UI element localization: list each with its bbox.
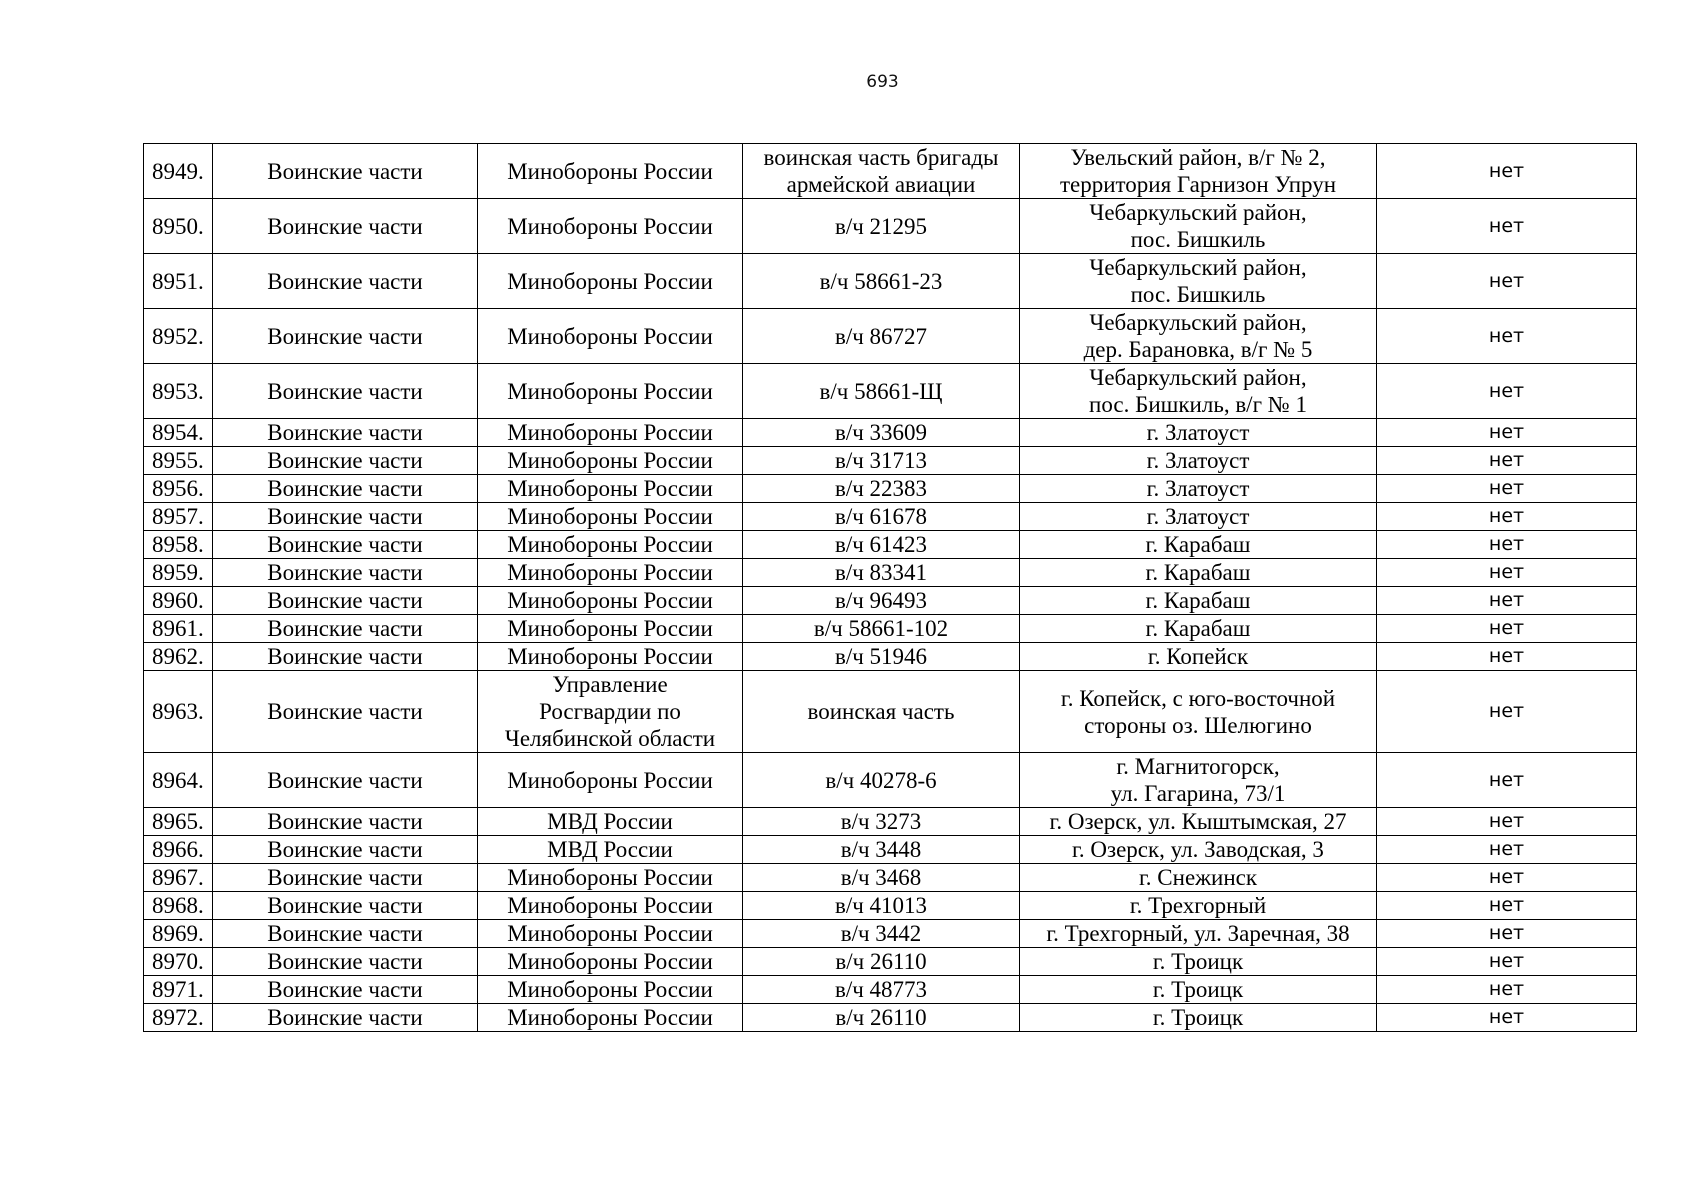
address-cell	[1020, 948, 1377, 976]
object-type-cell: Воинские части	[213, 892, 478, 920]
owner-cell	[478, 309, 743, 364]
row-number-cell: 8957.	[144, 503, 213, 531]
address-cell-line: г. Златоуст	[1146, 476, 1250, 501]
flag-cell: нет	[1377, 948, 1637, 976]
table-row	[144, 976, 1637, 1004]
address-cell	[1020, 920, 1377, 948]
owner-cell-line: Минобороны России	[507, 504, 713, 529]
owner-cell-line: Минобороны России	[507, 378, 713, 404]
unit-cell	[743, 671, 1020, 753]
address-cell	[1020, 864, 1377, 892]
flag-cell: нет	[1377, 864, 1637, 892]
table-row	[144, 643, 1637, 671]
unit-cell-line: в/ч 3448	[840, 837, 922, 862]
address-cell-line: г. Трехгорный, ул. Заречная, 38	[1046, 921, 1350, 946]
row-number-cell: 8970.	[144, 948, 213, 976]
address-cell	[1020, 199, 1377, 254]
flag-cell: нет	[1377, 309, 1637, 364]
object-type-cell: Воинские части	[213, 419, 478, 447]
owner-cell-line: Минобороны России	[507, 448, 713, 473]
object-type-cell: Воинские части	[213, 364, 478, 419]
flag-cell: нет	[1377, 836, 1637, 864]
address-cell	[1020, 503, 1377, 531]
row-number-cell: 8965.	[144, 808, 213, 836]
unit-cell	[743, 892, 1020, 920]
table-row	[144, 808, 1637, 836]
table-row	[144, 364, 1637, 419]
object-type-cell: Воинские части	[213, 615, 478, 643]
owner-cell	[478, 920, 743, 948]
object-type-cell: Воинские части	[213, 836, 478, 864]
table-row	[144, 503, 1637, 531]
address-cell	[1020, 419, 1377, 447]
object-type-cell: Воинские части	[213, 503, 478, 531]
table-row	[144, 587, 1637, 615]
table-row	[144, 419, 1637, 447]
unit-cell	[743, 587, 1020, 615]
unit-cell	[743, 144, 1020, 199]
address-cell-line: г. Карабаш	[1145, 560, 1251, 585]
unit-cell-line: в/ч 86727	[834, 323, 928, 349]
unit-cell	[743, 643, 1020, 671]
unit-cell	[743, 199, 1020, 254]
flag-cell: нет	[1377, 503, 1637, 531]
address-cell-line: г. Троицк	[1152, 1005, 1244, 1030]
address-cell	[1020, 254, 1377, 309]
owner-cell	[478, 615, 743, 643]
address-cell-line: пос. Бишкиль, в/г № 1	[1089, 392, 1307, 417]
unit-cell	[743, 364, 1020, 419]
unit-cell	[743, 447, 1020, 475]
owner-cell-line: МВД России	[547, 809, 673, 834]
row-number-cell: 8971.	[144, 976, 213, 1004]
object-type-cell: Воинские части	[213, 309, 478, 364]
object-type-cell: Воинские части	[213, 1004, 478, 1032]
unit-cell-line: в/ч 3468	[840, 865, 922, 890]
address-cell-line: г. Карабаш	[1145, 588, 1251, 613]
unit-cell-line: в/ч 33609	[834, 420, 928, 445]
flag-cell: нет	[1377, 920, 1637, 948]
address-cell	[1020, 892, 1377, 920]
row-number-cell: 8954.	[144, 419, 213, 447]
table-row	[144, 920, 1637, 948]
unit-cell	[743, 615, 1020, 643]
owner-cell	[478, 643, 743, 671]
owner-cell-line: Минобороны России	[507, 532, 713, 557]
unit-cell-line: в/ч 3273	[840, 809, 922, 834]
flag-cell: нет	[1377, 364, 1637, 419]
address-cell-line: пос. Бишкиль	[1130, 282, 1266, 307]
table-row	[144, 144, 1637, 199]
table-row	[144, 671, 1637, 753]
owner-cell-line: Минобороны России	[507, 921, 713, 946]
address-cell-line: г. Троицк	[1152, 977, 1244, 1002]
owner-cell	[478, 364, 743, 419]
owner-cell	[478, 587, 743, 615]
address-cell	[1020, 643, 1377, 671]
owner-cell-line: МВД России	[547, 837, 673, 862]
row-number-cell: 8950.	[144, 199, 213, 254]
table-row	[144, 753, 1637, 808]
address-cell-line: г. Карабаш	[1145, 532, 1251, 557]
object-type-cell: Воинские части	[213, 475, 478, 503]
flag-cell: нет	[1377, 531, 1637, 559]
table-row	[144, 447, 1637, 475]
address-cell	[1020, 309, 1377, 364]
unit-cell	[743, 948, 1020, 976]
address-cell	[1020, 475, 1377, 503]
owner-cell-line: Минобороны России	[507, 949, 713, 974]
object-type-cell: Воинские части	[213, 643, 478, 671]
owner-cell	[478, 864, 743, 892]
address-cell-line: Чебаркульский район,	[1089, 365, 1307, 390]
address-cell	[1020, 753, 1377, 808]
unit-cell-line: в/ч 83341	[834, 560, 928, 585]
object-type-cell: Воинские части	[213, 254, 478, 309]
unit-cell	[743, 475, 1020, 503]
object-type-cell: Воинские части	[213, 531, 478, 559]
object-type-cell: Воинские части	[213, 559, 478, 587]
table-row	[144, 615, 1637, 643]
unit-cell-line: в/ч 21295	[834, 213, 928, 239]
row-number-cell: 8953.	[144, 364, 213, 419]
table-row	[144, 309, 1637, 364]
address-cell-line: ул. Гагарина, 73/1	[1110, 781, 1286, 806]
unit-cell-line: в/ч 31713	[834, 448, 928, 473]
address-cell-line: Чебаркульский район,	[1089, 255, 1307, 280]
unit-cell-line: в/ч 48773	[834, 977, 928, 1002]
row-number-cell: 8969.	[144, 920, 213, 948]
unit-cell-line: в/ч 22383	[834, 476, 928, 501]
table-row	[144, 254, 1637, 309]
flag-cell: нет	[1377, 475, 1637, 503]
address-cell-line: Чебаркульский район,	[1089, 200, 1307, 225]
object-type-cell: Воинские части	[213, 920, 478, 948]
address-cell-line: Чебаркульский район,	[1089, 310, 1307, 335]
flag-cell: нет	[1377, 643, 1637, 671]
address-cell	[1020, 364, 1377, 419]
address-cell-line: г. Озерск, ул. Заводская, 3	[1072, 837, 1324, 862]
object-type-cell: Воинские части	[213, 808, 478, 836]
unit-cell	[743, 419, 1020, 447]
address-cell	[1020, 1004, 1377, 1032]
address-cell-line: г. Троицк	[1152, 949, 1244, 974]
address-cell-line: г. Златоуст	[1146, 504, 1250, 529]
unit-cell	[743, 976, 1020, 1004]
table-body	[144, 144, 1637, 1032]
owner-cell-line: Росгвардии по	[539, 699, 681, 724]
flag-cell: нет	[1377, 144, 1637, 199]
owner-cell	[478, 254, 743, 309]
address-cell-line: г. Озерск, ул. Кыштымская, 27	[1049, 809, 1347, 834]
unit-cell-line: в/ч 58661-102	[813, 616, 949, 641]
unit-cell	[743, 753, 1020, 808]
address-cell-line: Увельский район, в/г № 2,	[1070, 145, 1326, 170]
owner-cell	[478, 948, 743, 976]
flag-cell: нет	[1377, 671, 1637, 753]
unit-cell-line: в/ч 3442	[840, 921, 922, 946]
unit-cell-line: в/ч 40278-6	[825, 767, 937, 793]
address-cell-line: стороны оз. Шелюгино	[1084, 712, 1312, 738]
owner-cell	[478, 199, 743, 254]
address-cell-line: г. Трехгорный	[1129, 893, 1267, 918]
row-number-cell: 8955.	[144, 447, 213, 475]
unit-cell-line: воинская часть бригады	[763, 145, 999, 170]
owner-cell	[478, 144, 743, 199]
object-type-cell: Воинские части	[213, 671, 478, 753]
table-row	[144, 475, 1637, 503]
owner-cell-line: Минобороны России	[507, 476, 713, 501]
owner-cell-line: Челябинской области	[504, 726, 716, 751]
table-row	[144, 864, 1637, 892]
unit-cell-line: в/ч 58661-23	[819, 268, 943, 294]
row-number-cell: 8961.	[144, 615, 213, 643]
unit-cell	[743, 1004, 1020, 1032]
row-number-cell: 8962.	[144, 643, 213, 671]
address-cell-line: территория Гарнизон Упрун	[1059, 172, 1337, 197]
address-cell-line: г. Карабаш	[1145, 616, 1251, 641]
row-number-cell: 8966.	[144, 836, 213, 864]
unit-cell-line: армейской авиации	[786, 172, 976, 197]
address-cell	[1020, 531, 1377, 559]
unit-cell	[743, 309, 1020, 364]
table-row	[144, 559, 1637, 587]
owner-cell-line: Минобороны России	[507, 213, 713, 239]
row-number-cell: 8968.	[144, 892, 213, 920]
unit-cell-line: в/ч 26110	[835, 949, 927, 974]
owner-cell-line: Минобороны России	[507, 1005, 713, 1030]
unit-cell-line: в/ч 58661-Щ	[819, 378, 943, 404]
flag-cell: нет	[1377, 808, 1637, 836]
flag-cell: нет	[1377, 753, 1637, 808]
address-cell	[1020, 615, 1377, 643]
owner-cell-line: Минобороны России	[507, 158, 713, 184]
address-cell	[1020, 836, 1377, 864]
owner-cell-line: Минобороны России	[507, 268, 713, 294]
address-cell-line: дер. Барановка, в/г № 5	[1083, 337, 1313, 362]
owner-cell-line: Минобороны России	[507, 616, 713, 641]
object-type-cell: Воинские части	[213, 144, 478, 199]
row-number-cell: 8972.	[144, 1004, 213, 1032]
object-type-cell: Воинские части	[213, 753, 478, 808]
address-cell-line: г. Златоуст	[1146, 448, 1250, 473]
owner-cell	[478, 559, 743, 587]
owner-cell	[478, 892, 743, 920]
object-type-cell: Воинские части	[213, 864, 478, 892]
object-type-cell: Воинские части	[213, 587, 478, 615]
flag-cell: нет	[1377, 587, 1637, 615]
owner-cell-line: Минобороны России	[507, 420, 713, 445]
row-number-cell: 8960.	[144, 587, 213, 615]
unit-cell-line: в/ч 61678	[834, 504, 928, 529]
row-number-cell: 8967.	[144, 864, 213, 892]
address-cell-line: г. Копейск	[1147, 644, 1249, 669]
owner-cell	[478, 808, 743, 836]
owner-cell	[478, 531, 743, 559]
owner-cell-line: Минобороны России	[507, 767, 713, 793]
address-cell	[1020, 671, 1377, 753]
address-cell	[1020, 976, 1377, 1004]
object-type-cell: Воинские части	[213, 447, 478, 475]
unit-cell	[743, 920, 1020, 948]
owner-cell	[478, 671, 743, 753]
address-cell	[1020, 559, 1377, 587]
owner-cell	[478, 475, 743, 503]
flag-cell: нет	[1377, 1004, 1637, 1032]
owner-cell-line: Минобороны России	[507, 323, 713, 349]
flag-cell: нет	[1377, 447, 1637, 475]
unit-cell	[743, 559, 1020, 587]
table-row	[144, 948, 1637, 976]
owner-cell-line: Управление	[552, 672, 668, 697]
row-number-cell: 8958.	[144, 531, 213, 559]
unit-cell	[743, 503, 1020, 531]
address-cell-line: г. Магнитогорск,	[1116, 754, 1280, 779]
row-number-cell: 8963.	[144, 671, 213, 753]
object-type-cell: Воинские части	[213, 199, 478, 254]
address-cell	[1020, 144, 1377, 199]
unit-cell-line: в/ч 96493	[834, 588, 928, 613]
row-number-cell: 8951.	[144, 254, 213, 309]
table-row	[144, 1004, 1637, 1032]
address-cell-line: г. Златоуст	[1146, 420, 1250, 445]
table-row	[144, 531, 1637, 559]
owner-cell-line: Минобороны России	[507, 977, 713, 1002]
address-cell-line: г. Снежинск	[1138, 865, 1258, 890]
unit-cell-line: воинская часть	[807, 699, 955, 724]
address-cell	[1020, 447, 1377, 475]
owner-cell-line: Минобороны России	[507, 560, 713, 585]
flag-cell: нет	[1377, 199, 1637, 254]
flag-cell: нет	[1377, 419, 1637, 447]
unit-cell	[743, 254, 1020, 309]
unit-cell	[743, 808, 1020, 836]
table-row	[144, 836, 1637, 864]
flag-cell: нет	[1377, 892, 1637, 920]
unit-cell	[743, 836, 1020, 864]
unit-cell-line: в/ч 51946	[834, 644, 928, 669]
row-number-cell: 8956.	[144, 475, 213, 503]
table-row	[144, 199, 1637, 254]
row-number-cell: 8949.	[144, 144, 213, 199]
owner-cell	[478, 976, 743, 1004]
owner-cell-line: Минобороны России	[507, 644, 713, 669]
flag-cell: нет	[1377, 976, 1637, 1004]
address-cell	[1020, 808, 1377, 836]
owner-cell-line: Минобороны России	[507, 893, 713, 918]
flag-cell: нет	[1377, 254, 1637, 309]
row-number-cell: 8964.	[144, 753, 213, 808]
owner-cell	[478, 447, 743, 475]
unit-cell-line: в/ч 61423	[834, 532, 928, 557]
units-table	[143, 143, 1637, 1032]
owner-cell	[478, 503, 743, 531]
unit-cell	[743, 864, 1020, 892]
owner-cell	[478, 753, 743, 808]
page-number: 693	[866, 72, 899, 92]
owner-cell	[478, 1004, 743, 1032]
address-cell	[1020, 587, 1377, 615]
unit-cell	[743, 531, 1020, 559]
owner-cell	[478, 836, 743, 864]
unit-cell-line: в/ч 41013	[834, 893, 928, 918]
flag-cell: нет	[1377, 559, 1637, 587]
row-number-cell: 8959.	[144, 559, 213, 587]
object-type-cell: Воинские части	[213, 948, 478, 976]
object-type-cell: Воинские части	[213, 976, 478, 1004]
address-cell-line: г. Копейск, с юго-восточной	[1060, 685, 1336, 711]
address-cell-line: пос. Бишкиль	[1130, 227, 1266, 252]
flag-cell: нет	[1377, 615, 1637, 643]
owner-cell-line: Минобороны России	[507, 588, 713, 613]
row-number-cell: 8952.	[144, 309, 213, 364]
table-row	[144, 892, 1637, 920]
owner-cell-line: Минобороны России	[507, 865, 713, 890]
owner-cell	[478, 419, 743, 447]
unit-cell-line: в/ч 26110	[835, 1005, 927, 1030]
